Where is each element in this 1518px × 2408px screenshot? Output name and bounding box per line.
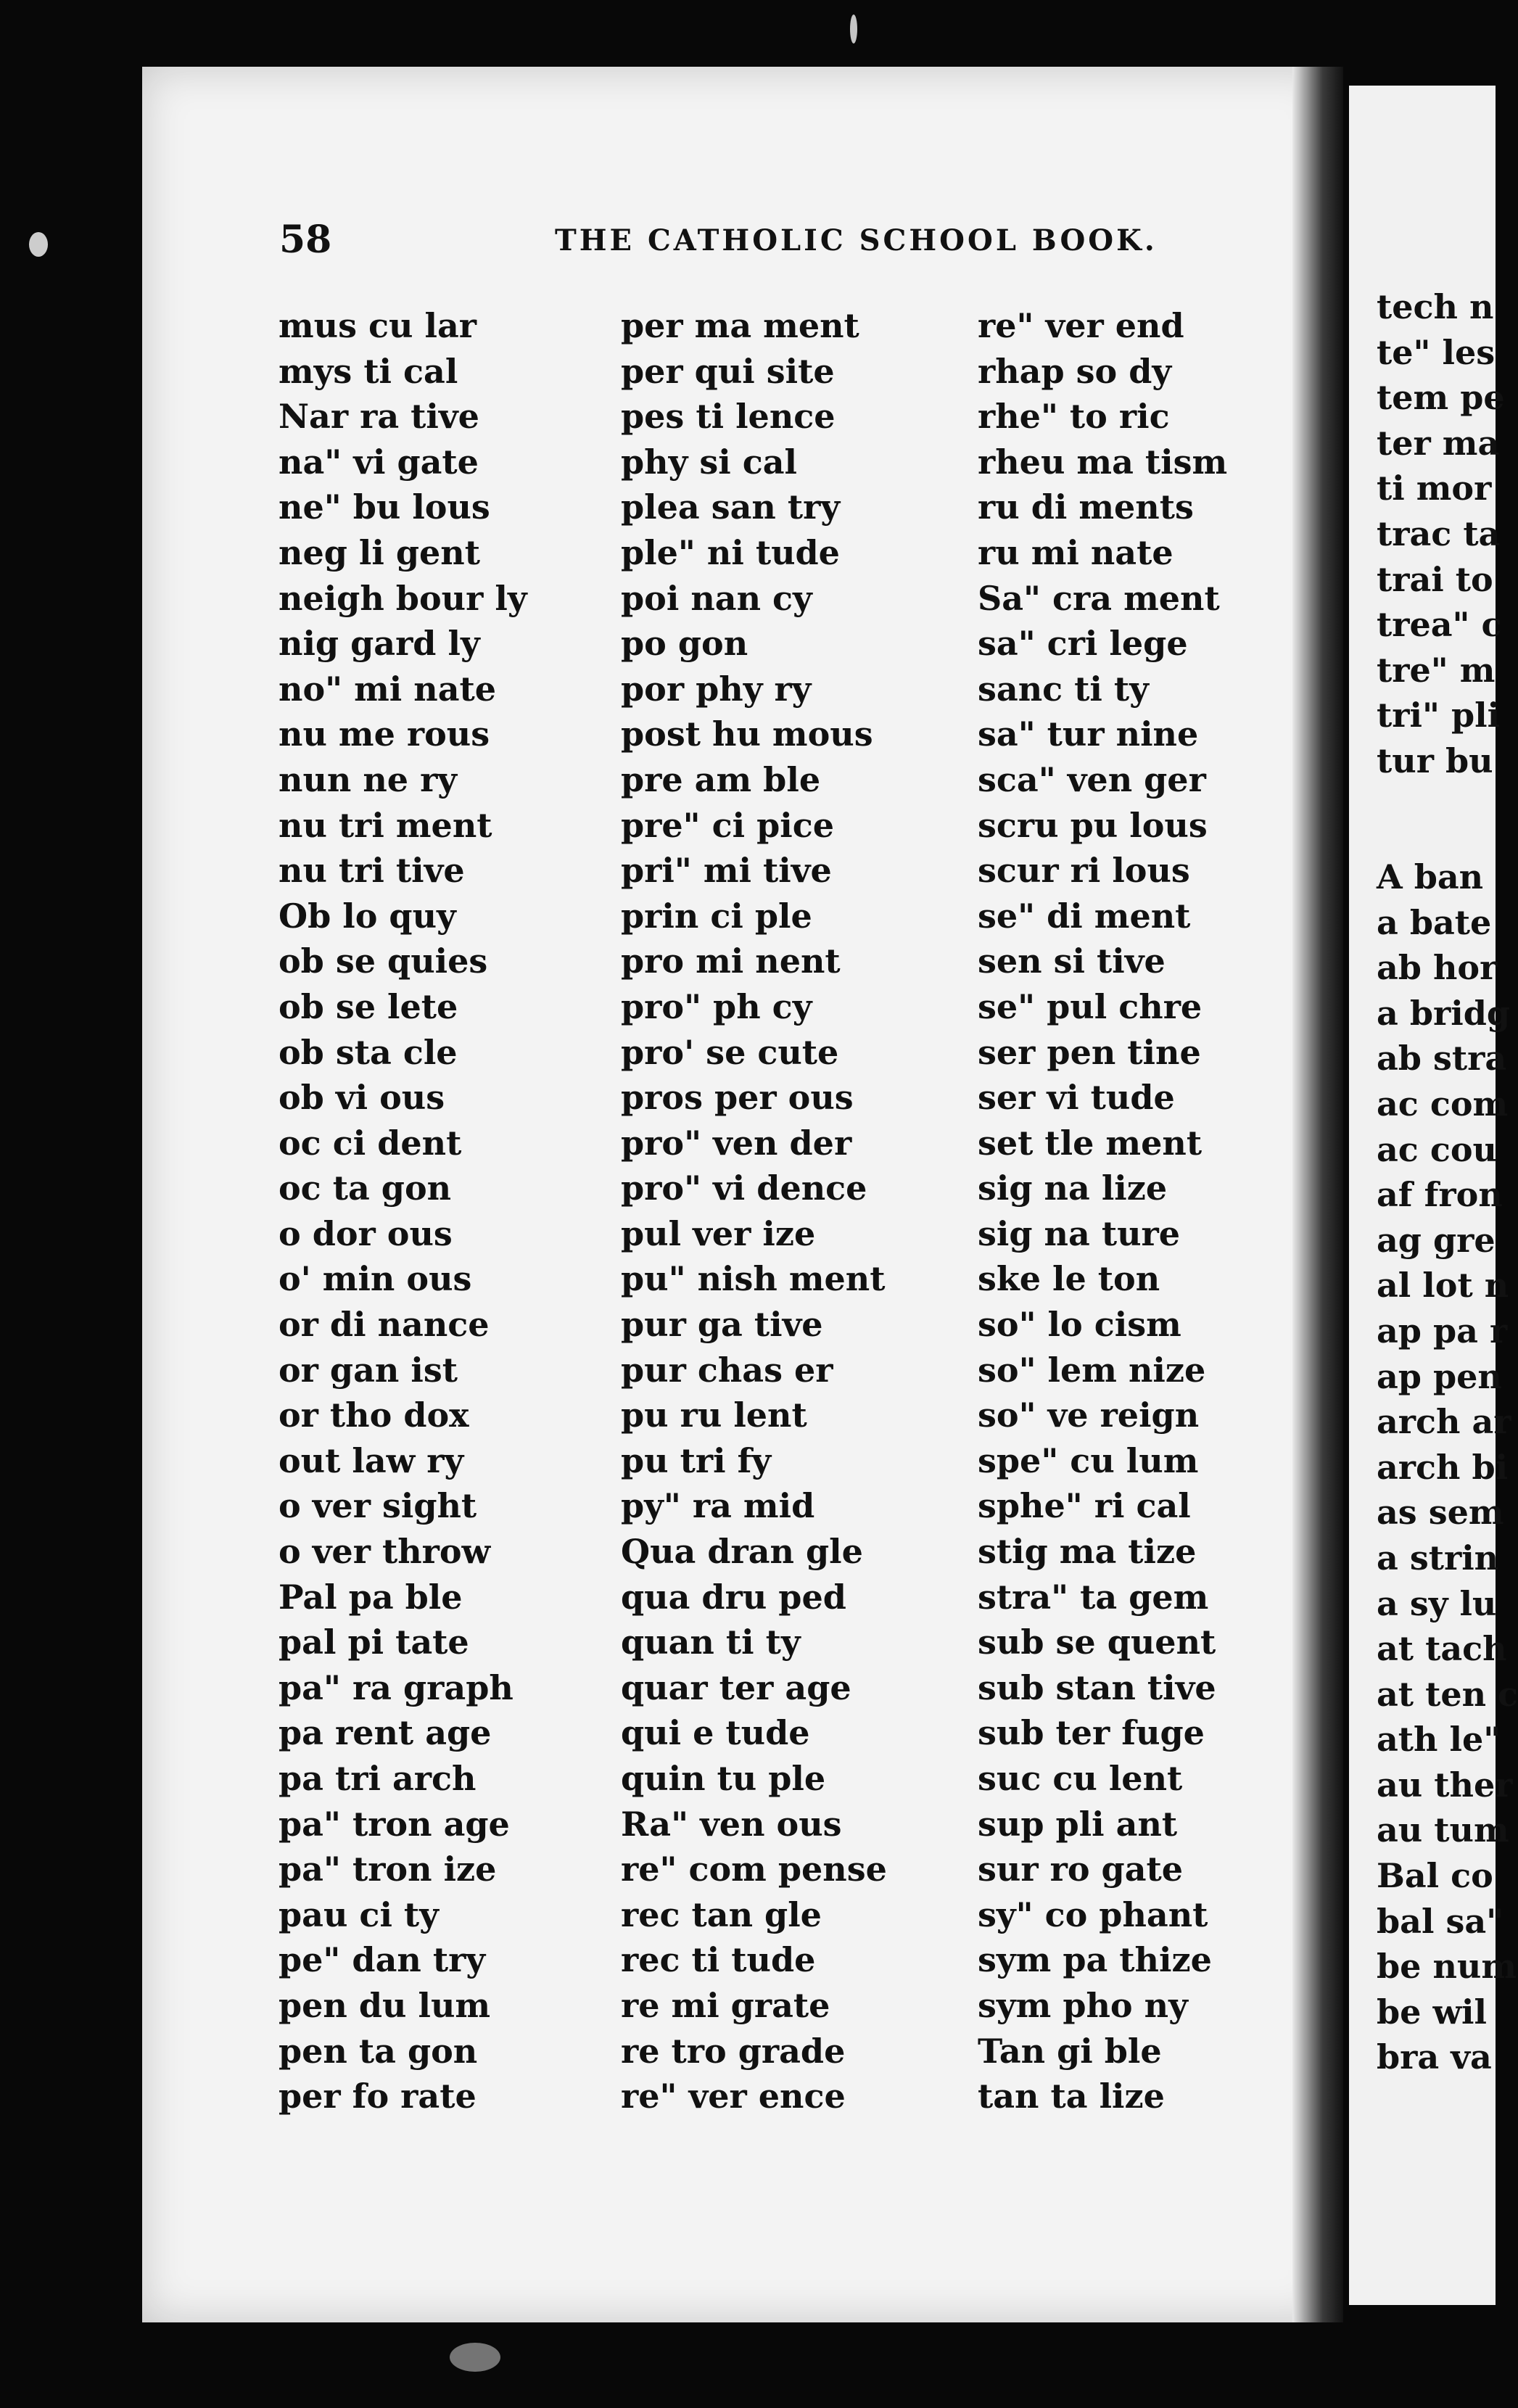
word-entry: sphe" ri cal bbox=[978, 1486, 1191, 1526]
word-entry: trac ta bbox=[1377, 514, 1501, 553]
word-entry: ab hor bbox=[1377, 948, 1498, 988]
word-entry: or di nance bbox=[279, 1305, 490, 1345]
word-entry: neg li gent bbox=[279, 532, 480, 572]
word-entry: pu tri fy bbox=[621, 1440, 772, 1480]
word-entry: pro" ven der bbox=[621, 1123, 852, 1163]
word-entry: pu" nish ment bbox=[621, 1259, 886, 1299]
word-entry: ag gre bbox=[1377, 1220, 1496, 1260]
word-entry: sur ro gate bbox=[978, 1850, 1184, 1889]
word-entry: no" mi nate bbox=[279, 669, 497, 709]
word-entry: pro" ph cy bbox=[621, 986, 812, 1026]
word-entry: a sy lu bbox=[1377, 1583, 1497, 1623]
word-entry: spe" cu lum bbox=[978, 1440, 1199, 1480]
word-entry: per qui site bbox=[621, 351, 835, 391]
word-entry: ath le" bbox=[1377, 1720, 1501, 1760]
word-entry: pa rent age bbox=[279, 1713, 492, 1753]
word-entry: o ver throw bbox=[279, 1532, 491, 1572]
word-entry: sig na lize bbox=[978, 1168, 1168, 1208]
word-entry: ob sta cle bbox=[279, 1032, 458, 1072]
word-entry: ap pen bbox=[1377, 1356, 1502, 1396]
word-entry: re" com pense bbox=[621, 1850, 887, 1889]
word-entry: pen ta gon bbox=[279, 2031, 478, 2071]
word-entry: py" ra mid bbox=[621, 1486, 815, 1526]
word-entry: stig ma tize bbox=[978, 1532, 1197, 1572]
word-entry: Qua dran gle bbox=[621, 1532, 863, 1572]
word-entry: rec ti tude bbox=[621, 1940, 816, 1980]
running-head: THE CATHOLIC SCHOOL BOOK. bbox=[555, 223, 1158, 257]
word-entry: trai to bbox=[1377, 559, 1493, 599]
word-entry: pre am ble bbox=[621, 759, 821, 799]
word-entry: nu me rous bbox=[279, 714, 490, 754]
word-entry: nun ne ry bbox=[279, 759, 458, 799]
word-entry: re tro grade bbox=[621, 2031, 846, 2071]
word-entry: arch ar bbox=[1377, 1402, 1511, 1442]
word-entry: qui e tude bbox=[621, 1713, 810, 1753]
word-entry: or gan ist bbox=[279, 1350, 458, 1390]
word-entry: tem pe bbox=[1377, 378, 1505, 418]
word-entry: be wil bbox=[1377, 1992, 1487, 2032]
word-entry: por phy ry bbox=[621, 669, 812, 709]
word-entry: oc ta gon bbox=[279, 1168, 452, 1208]
word-entry: sy" co phant bbox=[978, 1894, 1208, 1934]
ink-blot bbox=[850, 15, 857, 44]
word-entry: sig na ture bbox=[978, 1213, 1181, 1253]
word-entry: quin tu ple bbox=[621, 1759, 826, 1798]
word-entry: tre" m bbox=[1377, 650, 1496, 690]
word-entry: tan ta lize bbox=[978, 2077, 1165, 2116]
word-entry: pro" vi dence bbox=[621, 1168, 867, 1208]
word-entry: poi nan cy bbox=[621, 578, 812, 618]
word-entry: post hu mous bbox=[621, 714, 873, 754]
word-entry: oc ci dent bbox=[279, 1123, 462, 1163]
word-entry: a bridg bbox=[1377, 993, 1511, 1033]
word-entry: rhe" to ric bbox=[978, 397, 1170, 437]
word-column-3 bbox=[978, 303, 1227, 2119]
word-entry: sup pli ant bbox=[978, 1804, 1178, 1844]
word-entry: pre" ci pice bbox=[621, 805, 835, 845]
word-entry: se" pul chre bbox=[978, 986, 1203, 1026]
word-entry: na" vi gate bbox=[279, 442, 479, 482]
word-entry: sen si tive bbox=[978, 941, 1166, 981]
word-entry: rheu ma tism bbox=[978, 442, 1228, 482]
word-entry: ru mi nate bbox=[978, 532, 1173, 572]
word-entry: au tum bbox=[1377, 1810, 1509, 1850]
word-entry: neigh bour ly bbox=[279, 578, 527, 618]
word-entry: ob vi ous bbox=[279, 1078, 445, 1118]
word-entry: trea" c bbox=[1377, 605, 1502, 645]
word-entry: ple" ni tude bbox=[621, 532, 840, 572]
word-entry: at ten c bbox=[1377, 1674, 1518, 1714]
word-entry: at tach bbox=[1377, 1629, 1507, 1669]
word-column-4-top bbox=[1377, 284, 1505, 784]
word-entry: tur bu bbox=[1377, 741, 1493, 780]
word-entry: o dor ous bbox=[279, 1213, 453, 1253]
word-entry: A ban bbox=[1377, 857, 1484, 896]
word-entry: arch bi bbox=[1377, 1447, 1509, 1487]
word-entry: Tan gi ble bbox=[978, 2031, 1162, 2071]
word-entry: bal sa" bbox=[1377, 1901, 1504, 1941]
word-entry: a bate bbox=[1377, 902, 1492, 942]
word-entry: suc cu lent bbox=[978, 1759, 1183, 1798]
word-entry: ru di ments bbox=[978, 487, 1194, 527]
word-entry: so" ve reign bbox=[978, 1395, 1200, 1435]
word-entry: sym pa thize bbox=[978, 1940, 1212, 1980]
ink-blot bbox=[29, 232, 48, 257]
page-number: 58 bbox=[279, 218, 332, 262]
word-entry: Ob lo quy bbox=[279, 896, 456, 936]
word-entry: pur chas er bbox=[621, 1350, 833, 1390]
word-entry: rec tan gle bbox=[621, 1894, 822, 1934]
book-gutter bbox=[1292, 67, 1343, 2322]
word-entry: be num bbox=[1377, 1947, 1517, 1987]
word-entry: prin ci ple bbox=[621, 896, 812, 936]
word-entry: as sem bbox=[1377, 1493, 1504, 1533]
word-entry: quan ti ty bbox=[621, 1622, 801, 1662]
word-entry: set tle ment bbox=[978, 1123, 1203, 1163]
word-entry: pe" dan try bbox=[279, 1940, 486, 1980]
word-entry: Ra" ven ous bbox=[621, 1804, 842, 1844]
word-entry: al lot n bbox=[1377, 1266, 1509, 1306]
word-entry: sym pho ny bbox=[978, 1985, 1188, 2025]
word-entry: qua dru ped bbox=[621, 1577, 846, 1617]
word-entry: re mi grate bbox=[621, 1985, 830, 2025]
word-entry: ob se quies bbox=[279, 941, 488, 981]
word-entry: tech n bbox=[1377, 287, 1494, 326]
word-entry: scur ri lous bbox=[978, 851, 1190, 891]
word-entry: out law ry bbox=[279, 1440, 464, 1480]
word-entry: pur ga tive bbox=[621, 1305, 823, 1345]
word-entry: rhap so dy bbox=[978, 351, 1172, 391]
word-entry: ske le ton bbox=[978, 1259, 1160, 1299]
word-entry: Nar ra tive bbox=[279, 397, 479, 437]
word-entry: ac cou bbox=[1377, 1129, 1497, 1169]
word-entry: nu tri tive bbox=[279, 851, 465, 891]
word-entry: pau ci ty bbox=[279, 1894, 439, 1934]
word-entry: so" lem nize bbox=[978, 1350, 1206, 1390]
word-column-2 bbox=[621, 303, 887, 2119]
word-entry: pa tri arch bbox=[279, 1759, 477, 1798]
page-header bbox=[279, 218, 1280, 276]
word-entry: nig gard ly bbox=[279, 624, 480, 664]
word-column-1 bbox=[279, 303, 527, 2119]
word-entry: o' min ous bbox=[279, 1259, 472, 1299]
word-entry: Bal co bbox=[1377, 1856, 1493, 1896]
word-entry: or tho dox bbox=[279, 1395, 469, 1435]
word-entry: pu ru lent bbox=[621, 1395, 807, 1435]
word-entry: pri" mi tive bbox=[621, 851, 832, 891]
word-entry: pal pi tate bbox=[279, 1622, 469, 1662]
word-entry: sub ter fuge bbox=[978, 1713, 1205, 1753]
word-entry: tri" pli bbox=[1377, 696, 1501, 735]
word-column-4-bottom bbox=[1377, 854, 1518, 2080]
word-entry: pul ver ize bbox=[621, 1213, 816, 1253]
word-entry: per ma ment bbox=[621, 306, 859, 345]
word-entry: sca" ven ger bbox=[978, 759, 1206, 799]
word-entry: sub se quent bbox=[978, 1622, 1216, 1662]
word-entry: nu tri ment bbox=[279, 805, 492, 845]
word-entry: Sa" cra ment bbox=[978, 578, 1220, 618]
word-entry: re" ver end bbox=[978, 306, 1184, 345]
word-entry: ti mor bbox=[1377, 469, 1492, 508]
word-entry: sanc ti ty bbox=[978, 669, 1149, 709]
word-entry: pa" ra graph bbox=[279, 1667, 513, 1707]
word-entry: pa" tron ize bbox=[279, 1850, 497, 1889]
word-entry: af fron bbox=[1377, 1175, 1503, 1215]
word-entry: pen du lum bbox=[279, 1985, 491, 2025]
word-entry: ser pen tine bbox=[978, 1032, 1201, 1072]
facing-page-text bbox=[1377, 0, 1518, 2408]
word-entry: pes ti lence bbox=[621, 397, 836, 437]
word-entry: sa" tur nine bbox=[978, 714, 1199, 754]
word-entry: plea san try bbox=[621, 487, 841, 527]
word-entry: au ther bbox=[1377, 1765, 1513, 1805]
word-entry: ac com bbox=[1377, 1084, 1509, 1123]
word-entry: ob se lete bbox=[279, 986, 458, 1026]
word-entry: re" ver ence bbox=[621, 2077, 846, 2116]
word-entry: a strin bbox=[1377, 1538, 1499, 1578]
word-entry: mus cu lar bbox=[279, 306, 477, 345]
word-entry: sub stan tive bbox=[978, 1667, 1216, 1707]
word-entry: pro' se cute bbox=[621, 1032, 839, 1072]
word-entry: quar ter age bbox=[621, 1667, 851, 1707]
word-entry: Pal pa ble bbox=[279, 1577, 463, 1617]
word-entry: ab stra bbox=[1377, 1039, 1507, 1079]
word-entry: per fo rate bbox=[279, 2077, 477, 2116]
word-entry: te" les bbox=[1377, 332, 1496, 372]
word-entry: stra" ta gem bbox=[978, 1577, 1209, 1617]
word-entry: sa" cri lege bbox=[978, 624, 1188, 664]
word-entry: se" di ment bbox=[978, 896, 1191, 936]
word-entry: so" lo cism bbox=[978, 1305, 1181, 1345]
word-entry: pros per ous bbox=[621, 1078, 854, 1118]
word-entry: o ver sight bbox=[279, 1486, 477, 1526]
word-entry: pro mi nent bbox=[621, 941, 841, 981]
word-entry: mys ti cal bbox=[279, 351, 458, 391]
word-entry: po gon bbox=[621, 624, 748, 664]
word-entry: ne" bu lous bbox=[279, 487, 490, 527]
word-entry: bra va bbox=[1377, 2037, 1492, 2077]
word-entry: ap pa r bbox=[1377, 1311, 1508, 1351]
word-entry: ter ma bbox=[1377, 423, 1500, 463]
word-entry: phy si cal bbox=[621, 442, 798, 482]
word-entry: ser vi tude bbox=[978, 1078, 1175, 1118]
word-entry: scru pu lous bbox=[978, 805, 1208, 845]
ink-blot bbox=[450, 2343, 500, 2372]
word-entry: pa" tron age bbox=[279, 1804, 510, 1844]
